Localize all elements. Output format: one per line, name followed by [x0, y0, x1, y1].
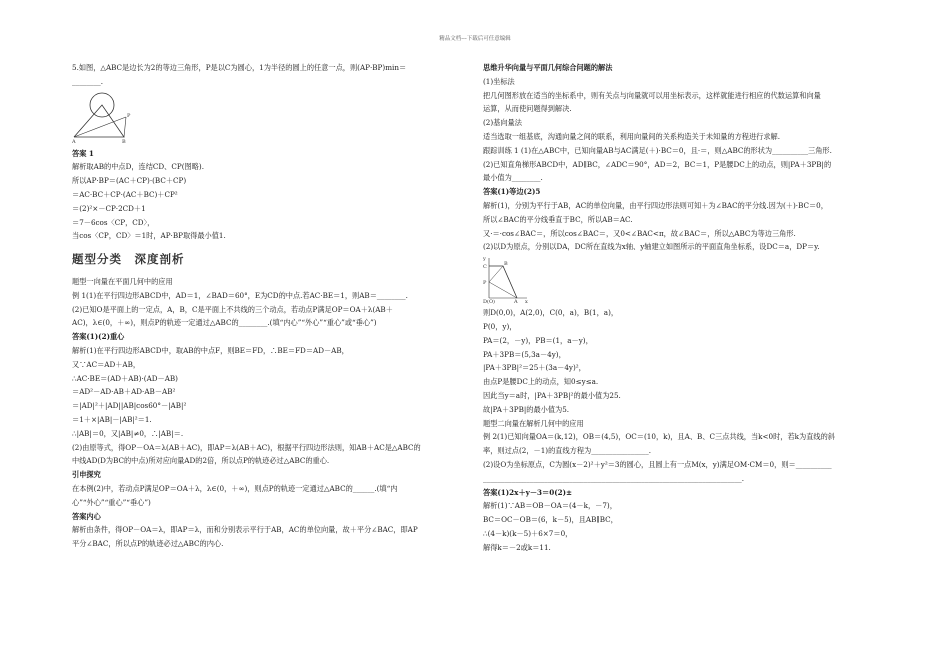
solution-line: BC＝OC－OB＝(6，k－5)，且AB∥BC，	[483, 515, 618, 525]
svg-text:D(O): D(O)	[483, 299, 496, 305]
solution-line: 则D(0,0)，A(2,0)，C(0，a)，B(1，a)，	[483, 308, 619, 318]
example-line: (2)设O为坐标原点，C为圆(x－2)²＋y²＝3的圆心，且圆上有一点M(x，y)满足OM·CM＝0，则＝__________	[483, 459, 832, 469]
left-column	[72, 61, 464, 551]
solution-line: 解析(1)∵AB＝OB－OA＝(4－k，－7)，	[483, 501, 617, 511]
solution-line: 所以AP·BP＝(AC＋CP)·(BC＋CP)	[72, 176, 187, 186]
example-line: (2)已知O是平面上的一定点，A，B，C是平面上不共线的三个动点，若动点P满足OP＝OA＋λ(AB＋	[72, 304, 393, 314]
solution-line: ＝AC·BC＋CP·(AC＋BC)＋CP²	[72, 189, 178, 199]
solution-line: ＝1＋×|AB|－|AB|²＝1.	[72, 414, 152, 424]
exercise-line: 跟踪训练 1 (1)在△ABC中，已知向量AB与AC满足(＋)·BC＝0，且·＝，则△ABC的形状为__________三角形.	[483, 145, 832, 155]
summary-line: (2)基向量法	[483, 118, 522, 128]
extension-title: 引申探究	[72, 470, 101, 480]
solution-line: 解析取AB的中点D，连结CD、CP(图略).	[72, 162, 204, 172]
solution-line: ＝|AD|²＋|AD||AB|cos60°－|AB|²	[72, 401, 187, 411]
answer-label: 答案 1	[72, 148, 94, 158]
solution-line: ∴|AB|＝0，又|AB|≠0，∴|AB|＝.	[72, 428, 184, 438]
trapezoid-coordinate-figure	[483, 256, 529, 304]
solution-line: (2)由原等式，得OP－OA＝λ(AB＋AC)，即AP＝λ(AB＋AC)，根据平行四边形法则，知AB＋AC是△ABC的	[72, 442, 421, 452]
solution-line: PA＝(2，－y)，PB＝(1，a－y)，	[483, 335, 593, 345]
solution-line: ∴AC·BE＝(AD＋AB)·(AD－AB)	[72, 373, 178, 383]
solution-line: 解析由条件，得OP－OA＝λ，即AP＝λ，而和分别表示平行于AB，AC的单位向量，故＋平分∠BAC，即AP	[72, 525, 418, 535]
example-line: 率，则过点(2，－1)的直线方程为________________.	[483, 446, 651, 456]
answer-label: 答案(1)2x＋y－3＝0(2)±	[483, 487, 573, 497]
topic-title: 题型二向量在解析几何中的应用	[483, 418, 584, 428]
summary-line: 运算，从而使问题得到解决.	[483, 104, 572, 114]
problem-5-line-1: 5.如图，△ABC是边长为2的等边三角形，P是以C为圆心，1为半径的圆上的任意一点，则(AP·BP)min＝	[72, 63, 407, 72]
section-title: 题型分类 深度剖析	[72, 252, 185, 267]
solution-line: ∴(4－k)(k－5)＋6×7＝0，	[483, 528, 573, 538]
solution-line: 因此当y＝a时，|PA＋3PB|²的最小值为25.	[483, 390, 621, 400]
svg-text:P: P	[127, 112, 131, 119]
svg-text:x: x	[525, 299, 528, 305]
topic-title: 题型一向量在平面几何中的应用	[72, 276, 173, 286]
summary-title: 思维升华向量与平面几何综合问题的解法	[483, 63, 613, 72]
solution-line: (2)以D为原点，分别以DA，DC所在直线为x轴、y轴建立如图所示的平面直角坐标系，设DC＝a，DP＝y.	[483, 242, 820, 252]
problem-5-blank: ________.	[72, 76, 104, 86]
example-line: 例 2(1)已知向量OA＝(k,12)，OB＝(4,5)，OC＝(10，k)，且A、B、C三点共线，当k<0时，若k为直线的斜	[483, 432, 835, 442]
solution-line: PA＋3PB＝(5,3a－4y)，	[483, 349, 566, 359]
solution-line: 解析(1)在平行四边形ABCD中，取AB的中点F，则BE＝FD，∴BE＝FD＝AD－AB，	[72, 345, 349, 355]
solution-line: 又∵AC＝AD＋AB，	[72, 359, 141, 369]
solution-line: 解得k＝－2或k＝11.	[483, 542, 551, 552]
exercise-line: 最小值为________.	[483, 173, 543, 183]
exercise-line: (2)已知直角梯形ABCD中，AD∥BC，∠ADC＝90°，AD＝2，BC＝1，P是腰DC上的动点，则|PA＋3PB|的	[483, 159, 832, 169]
right-column	[483, 61, 883, 555]
extension-line: 在本例(2)中，若动点P满足OP＝OA＋λ，λ∈(0，＋∞)，则点P的轨迹一定通过△ABC的______.(填“内	[72, 483, 398, 493]
svg-text:C: C	[483, 264, 487, 271]
solution-line: 当cos〈CP，CD〉＝1时，AP·BP取得最小值1.	[72, 231, 226, 241]
solution-line: 所以∠BAC的平分线垂直于BC，所以AB＝AC.	[483, 214, 633, 224]
solution-line: ＝AD²－AD·AB＋AD·AB－AB²	[72, 387, 176, 397]
solution-line: ＝7－6cos〈CP，CD〉，	[72, 217, 155, 227]
solution-line: 平分∠BAC，所以点P的轨迹必过△ABC的内心.	[72, 539, 224, 549]
solution-line: P(0，y)，	[483, 321, 517, 331]
triangle-circle-figure	[72, 91, 132, 143]
svg-text:B: B	[122, 138, 126, 143]
extension-line: 心”“外心”“重心”“垂心”)	[72, 497, 151, 507]
svg-text:P: P	[483, 280, 487, 287]
answer-label: 答案内心	[72, 511, 101, 521]
summary-line: (1)坐标法	[483, 76, 515, 86]
page-header: 精品文档---下载后可任意编辑	[439, 36, 511, 42]
solution-line: |PA＋3PB|²＝25＋(3a－4y)²，	[483, 363, 586, 373]
example-line: AC)，λ∈(0，＋∞)，则点P的轨迹一定通过△ABC的________.(填“内心”“外心”“重心”或“垂心”)	[72, 318, 377, 328]
summary-line: 把几何图形放在适当的坐标系中，则有关点与向量就可以用坐标表示，这样就能进行相应的代数运算和向量	[483, 90, 821, 100]
answer-label: 答案(1)等边(2)5	[483, 187, 541, 197]
example-line: 例 1(1)在平行四边形ABCD中，AD＝1，∠BAD＝60°，E为CD的中点.若AC·BE＝1，则AB＝________.	[72, 290, 408, 300]
svg-text:A: A	[514, 299, 518, 305]
svg-text:B: B	[504, 261, 508, 268]
svg-text:y: y	[483, 256, 486, 263]
summary-line: 适当选取一组基底，沟通向量之间的联系，利用向量间的关系构造关于未知量的方程进行求解.	[483, 131, 780, 141]
solution-line: 解析(1)，分别为平行于AB，AC的单位向量，由平行四边形法则可知＋为∠BAC的平分线.因为(＋)·BC＝0，	[483, 200, 828, 210]
svg-text:A: A	[72, 138, 76, 143]
solution-line: 又·＝·cos∠BAC＝，所以cos∠BAC＝，又0<∠BAC<π，故∠BAC＝，所以△ABC为等边三角形.	[483, 228, 796, 238]
answer-label: 答案(1)(2)重心	[72, 332, 125, 342]
solution-line: 由点P是腰DC上的动点，知0≤y≤a.	[483, 377, 599, 387]
example-blank: ________________________________________________________________________.	[483, 473, 745, 483]
solution-line: ＝(2)²×－CP·2CD＋1	[72, 203, 146, 213]
solution-line: 故|PA＋3PB|的最小值为5.	[483, 404, 570, 414]
solution-line: 中线AD(D为BC的中点)所对应向量AD的2倍，所以点P的轨迹必过△ABC的重心.	[72, 456, 330, 466]
